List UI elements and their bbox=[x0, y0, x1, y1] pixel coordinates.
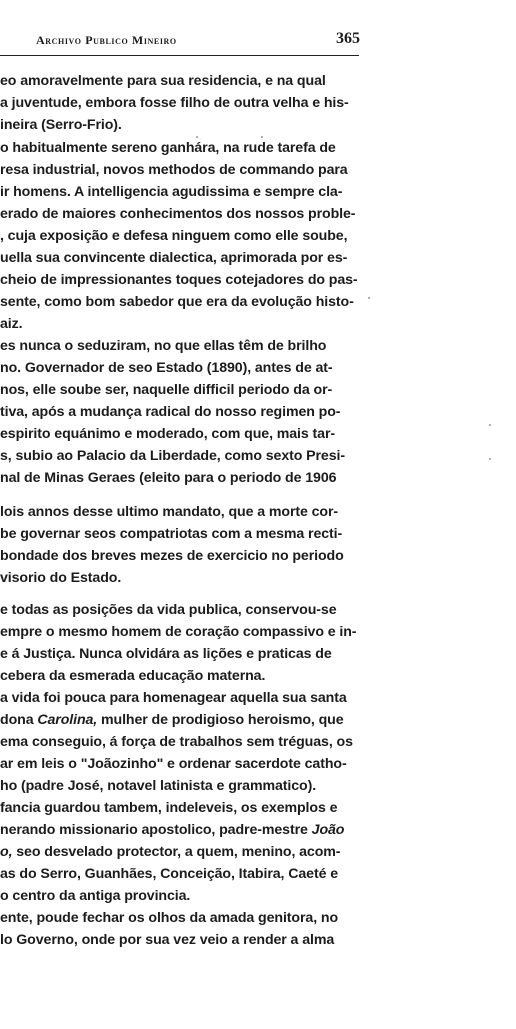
text-run: seo desvelado protector, a quem, menino, acom- bbox=[12, 844, 341, 860]
text-line bbox=[0, 114, 122, 136]
text-run: e todas as posições da vida publica, conservou-se bbox=[0, 602, 337, 618]
text-run: erado de maiores conhecimentos dos nossos proble- bbox=[0, 206, 356, 222]
text-line bbox=[0, 599, 337, 621]
text-line bbox=[0, 687, 347, 709]
text-line bbox=[0, 401, 340, 423]
text-line bbox=[0, 797, 337, 819]
text-line bbox=[0, 863, 338, 885]
text-line bbox=[0, 753, 347, 775]
text-line bbox=[0, 775, 316, 797]
text-run: lois annos desse ultimo mandato, que a morte cor- bbox=[0, 504, 339, 520]
running-title: Archivo Publico Mineiro bbox=[36, 33, 177, 47]
text-line bbox=[0, 335, 326, 357]
text-line bbox=[0, 313, 22, 335]
page-header bbox=[0, 30, 360, 52]
text-line bbox=[0, 819, 344, 841]
text-run: es nunca o seduziram, no que ellas têm de brilho bbox=[0, 338, 327, 354]
text-line bbox=[0, 247, 347, 269]
text-line bbox=[0, 357, 333, 379]
text-run: as do Serro, Guanhães, Conceição, Itabira, Caeté e bbox=[0, 866, 338, 882]
text-run: be governar seos compatriotas com a mesma recti- bbox=[0, 526, 343, 542]
text-run: nerando missionario apostolico, padre-mestre bbox=[0, 822, 312, 838]
text-run: resa industrial, novos methodos de commando para bbox=[0, 162, 348, 178]
text-run: nos, elle soube ser, naquelle difficil periodo da or- bbox=[0, 382, 333, 398]
text-run: ente, poude fechar os olhos da amada genitora, no bbox=[0, 910, 339, 926]
text-line bbox=[0, 70, 326, 92]
text-line bbox=[0, 445, 345, 467]
text-run: ir homens. A intelligencia agudissima e sempre cla- bbox=[0, 184, 343, 200]
text-run: sente, como bom sabedor que era da evolução histo- bbox=[0, 294, 354, 310]
text-line bbox=[0, 665, 265, 687]
text-line bbox=[0, 643, 332, 665]
text-run: cheio de impressionantes toques cotejadores do pas- bbox=[0, 272, 358, 288]
text-run: e á Justiça. Nunca olvidára as lições e praticas de bbox=[0, 646, 332, 662]
text-line bbox=[0, 929, 334, 951]
text-line bbox=[0, 523, 342, 545]
text-line bbox=[0, 137, 336, 159]
text-run: cebera da esmerada educação materna. bbox=[0, 668, 266, 684]
page-number: 365 bbox=[336, 30, 360, 47]
text-run: s, subio ao Palacio da Liberdade, como sexto Presi- bbox=[0, 448, 345, 464]
text-run: a vida foi pouca para homenagear aquella sua santa bbox=[0, 690, 347, 706]
text-run: nal de Minas Geraes (eleito para o periodo de 1906 bbox=[0, 470, 337, 486]
text-run: bondade dos breves mezes de exercicio no periodo bbox=[0, 548, 344, 564]
text-line bbox=[0, 621, 356, 643]
text-run: tiva, após a mudança radical do nosso regimen po- bbox=[0, 404, 341, 420]
italic-run: Carolina, bbox=[37, 712, 98, 728]
text-run: eo amoravelmente para sua residencia, e na qual bbox=[0, 73, 326, 89]
text-run: aiz. bbox=[0, 316, 23, 332]
header-rule bbox=[0, 55, 359, 56]
text-line bbox=[0, 423, 335, 445]
italic-run: o, bbox=[0, 844, 13, 860]
text-line bbox=[0, 159, 348, 181]
text-run: o centro da antiga provincia. bbox=[0, 888, 191, 904]
text-run: ho (padre José, notavel latinista e grammatico). bbox=[0, 778, 317, 794]
italic-run: João bbox=[311, 822, 345, 838]
text-line bbox=[0, 841, 340, 863]
text-run: lo Governo, onde por sua vez veio a render a alma bbox=[0, 932, 335, 948]
text-run: a juventude, embora fosse filho de outra velha e his- bbox=[0, 95, 349, 111]
text-line bbox=[0, 379, 332, 401]
text-line bbox=[0, 885, 190, 907]
text-run: , cuja exposição e defesa ninguem como elle soube, bbox=[0, 228, 348, 244]
text-run: empre o mesmo homem de coração compassivo e in- bbox=[0, 624, 357, 640]
text-line bbox=[0, 225, 347, 247]
text-run: dona bbox=[0, 712, 38, 728]
text-line bbox=[0, 291, 354, 313]
text-line bbox=[0, 545, 344, 567]
text-line bbox=[0, 203, 355, 225]
text-run: ar em leis o "Joãozinho" e ordenar sacerdote catho- bbox=[0, 756, 347, 772]
text-line bbox=[0, 181, 342, 203]
text-run: ema conseguio, á força de trabalhos sem tréguas, os bbox=[0, 734, 353, 750]
text-run: o habitualmente sereno ganhára, na rude tarefa de bbox=[0, 140, 336, 156]
text-run: ineira (Serro-Frio). bbox=[0, 117, 122, 133]
text-line bbox=[0, 467, 336, 489]
text-line bbox=[0, 907, 338, 929]
text-line bbox=[0, 709, 344, 731]
text-run: mulher de prodigioso heroismo, que bbox=[97, 712, 344, 728]
text-run: visorio do Estado. bbox=[0, 570, 122, 586]
text-run: uella sua convincente dialectica, aprimorada por es- bbox=[0, 250, 348, 266]
text-line bbox=[0, 731, 353, 753]
text-run: espirito equánimo e moderado, com que, mais tar- bbox=[0, 426, 335, 442]
text-line bbox=[0, 567, 121, 589]
text-line bbox=[0, 92, 349, 114]
text-line bbox=[0, 269, 358, 291]
text-run: fancia guardou tambem, indeleveis, os exemplos e bbox=[0, 800, 338, 816]
text-run: no. Governador de seo Estado (1890), antes de at- bbox=[0, 360, 333, 376]
text-line bbox=[0, 501, 338, 523]
